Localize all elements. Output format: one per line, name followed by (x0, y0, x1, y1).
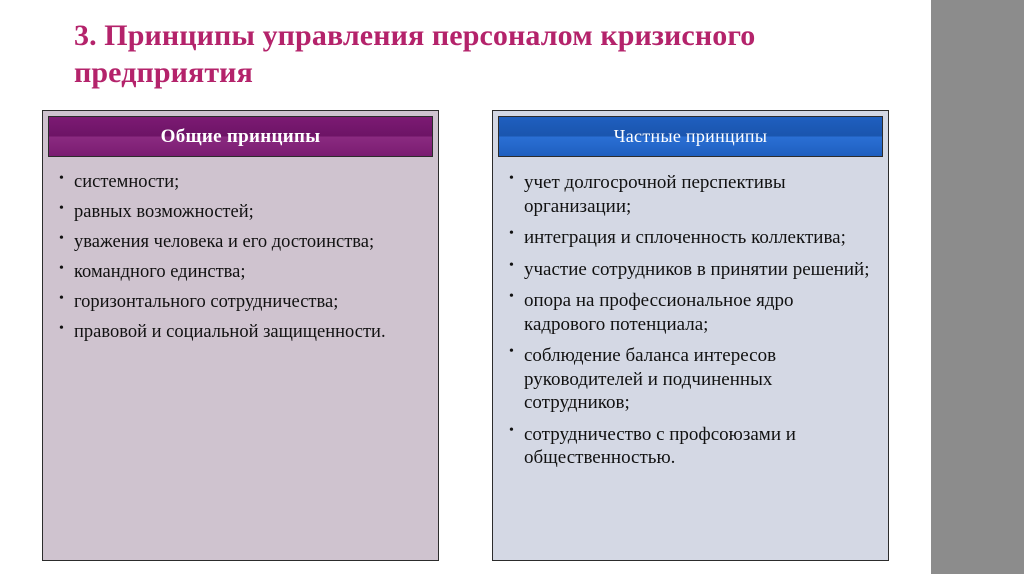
columns-container (0, 110, 931, 570)
specific-principles-list (493, 171, 888, 470)
column-general-principles (42, 110, 439, 561)
list-item: • равных возможностей; (57, 201, 428, 224)
column-specific-principles-header (498, 116, 883, 157)
list-item: • участие сотрудников в принятии решений; (507, 258, 878, 282)
list-item: • командного единства; (57, 261, 428, 284)
general-principles-list (43, 171, 438, 344)
column-specific-principles-title: Частные принципы (613, 126, 768, 146)
side-band (931, 0, 1024, 574)
list-item: • сотрудничество с профсоюзами и общественностью. (507, 423, 878, 470)
page-title: 3. Принципы управления персоналом кризисного предприятия (74, 19, 756, 89)
list-item: • системности; (57, 171, 428, 194)
column-general-principles-header (48, 116, 433, 157)
column-specific-principles (492, 110, 889, 561)
list-item: • правовой и социальной защищенности. (57, 321, 428, 344)
list-item: • учет долгосрочной перспективы организации; (507, 171, 878, 218)
list-item: • опора на профессиональное ядро кадрового потенциала; (507, 289, 878, 336)
list-item: • соблюдение баланса интересов руководителей и подчиненных сотрудников; (507, 344, 878, 415)
list-item: • уважения человека и его достоинства; (57, 231, 428, 254)
list-item: • горизонтального сотрудничества; (57, 291, 428, 314)
column-general-principles-title: Общие принципы (160, 125, 321, 147)
list-item: • интеграция и сплоченность коллектива; (507, 226, 878, 250)
